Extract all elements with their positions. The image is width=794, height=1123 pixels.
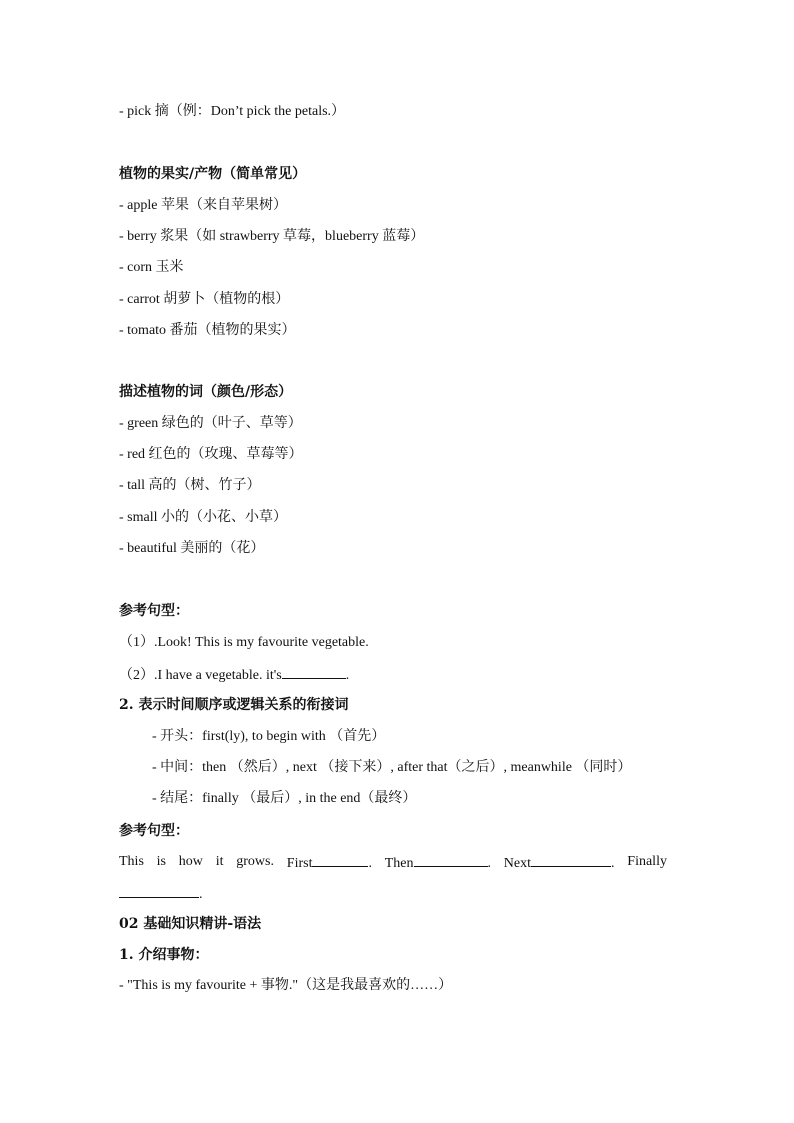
vocab-berry: - berry 浆果（如 strawberry 草莓，blueberry 蓝莓） xyxy=(119,229,425,244)
reference-sentences-heading: 参考句型： xyxy=(119,603,189,619)
vocab-tomato: - tomato 番茄（植物的果实） xyxy=(119,323,296,338)
section-heading-connectives: 2. 表示时间顺序或逻辑关系的衔接词 xyxy=(119,697,349,713)
vocab-carrot: - carrot 胡萝卜（植物的根） xyxy=(119,292,290,307)
vocab-beautiful: - beautiful 美丽的（花） xyxy=(119,541,265,556)
connective-middle: - 中间：then （然后）, next （接下来）, after that（之后）, meanwhile （同时） xyxy=(152,760,632,775)
fill-blank xyxy=(282,665,346,679)
reference-sentence-2: （2）.I have a vegetable. it's . xyxy=(119,665,349,685)
reference-sentences-heading-2: 参考句型： xyxy=(119,823,189,839)
connective-ending: - 结尾：finally （最后）, in the end（最终） xyxy=(152,791,417,806)
connective-beginning: - 开头：first(ly), to begin with （首先） xyxy=(152,729,386,744)
section-heading-fruits: 植物的果实/产物（简单常见） xyxy=(119,166,307,182)
subsection-heading-introduce: 1. 介绍事物： xyxy=(119,947,209,963)
fill-blank xyxy=(414,853,488,867)
vocab-apple: - apple 苹果（来自苹果树） xyxy=(119,198,287,213)
section-heading-descriptions: 描述植物的词（颜色/形态） xyxy=(119,384,293,400)
vocab-pick: - pick 摘（例：Don’t pick the petals.） xyxy=(119,104,346,119)
vocab-tall: - tall 高的（树、竹子） xyxy=(119,478,261,493)
reference-sentence-1: （1）.Look! This is my favourite vegetable. xyxy=(119,635,369,650)
grammar-pattern: - "This is my favourite + 事物."（这是我最喜欢的……） xyxy=(119,978,453,993)
fill-blank xyxy=(119,884,199,898)
section-heading-grammar: 02 基础知识精讲-语法 xyxy=(119,916,262,932)
vocab-corn: - corn 玉米 xyxy=(119,260,184,275)
vocab-red: - red 红色的（玫瑰、草莓等） xyxy=(119,447,303,462)
fill-blank xyxy=(312,853,368,867)
sequence-sentence-continued: . xyxy=(119,884,203,904)
sequence-sentence: This is how it grows. First . Then . Next . Finally xyxy=(119,854,667,871)
vocab-small: - small 小的（小花、小草） xyxy=(119,510,287,525)
fill-blank xyxy=(531,853,611,867)
vocab-green: - green 绿色的（叶子、草等） xyxy=(119,416,302,431)
